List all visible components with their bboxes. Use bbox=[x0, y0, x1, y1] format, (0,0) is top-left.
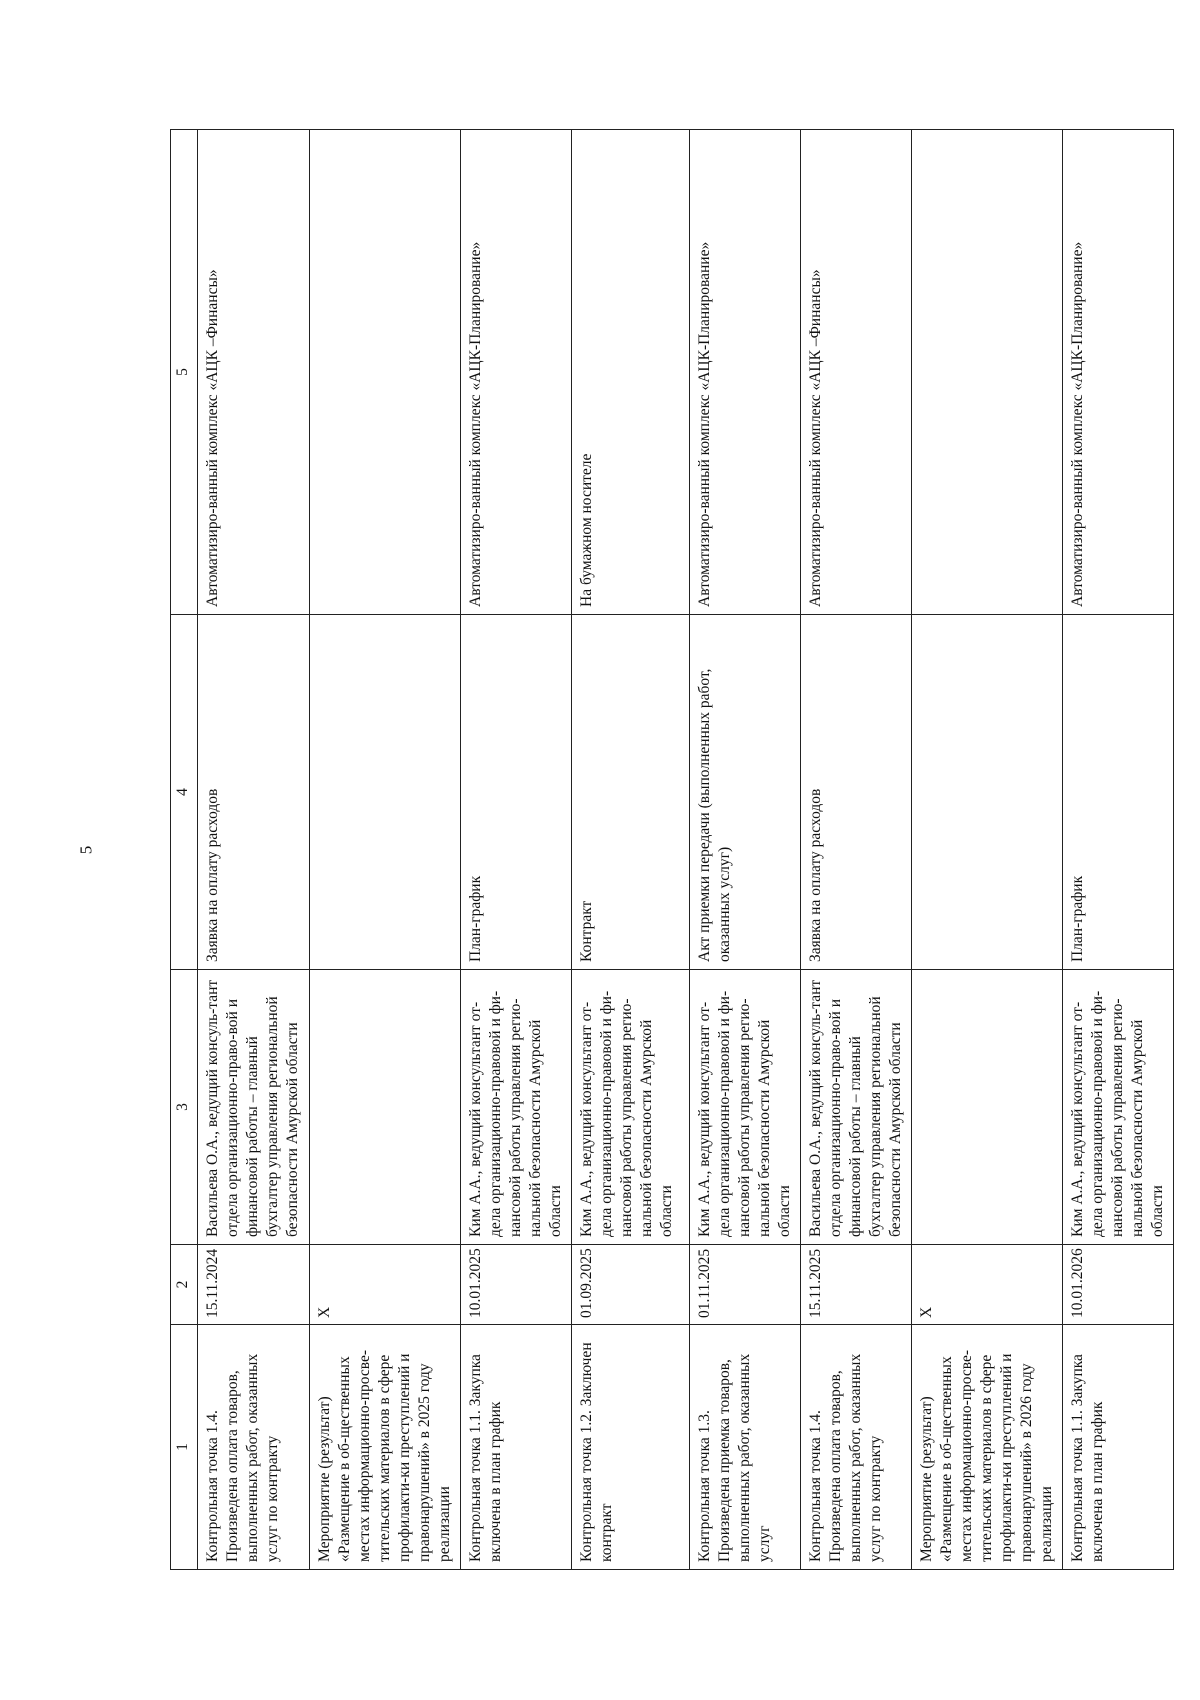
cell-date: 10.01.2025 bbox=[461, 1245, 572, 1325]
header-cell-2: 2 bbox=[171, 1245, 198, 1325]
cell-responsible bbox=[912, 970, 1063, 1245]
table-row bbox=[801, 130, 912, 1570]
cell-date: 01.11.2025 bbox=[690, 1245, 801, 1325]
cell-responsible: Васильева О.А., ведущий консуль-тант отдела организационно-право-вой и финансовой работы – главный бухгалтер управления региональной безопасности Амурской области bbox=[801, 970, 912, 1245]
header-cell-4: 4 bbox=[171, 615, 198, 970]
cell-responsible: Ким А.А., ведущий консультант от-дела организационно-правовой и фи-нансовой работы управления регио-нальной безопасности Амурской области bbox=[690, 970, 801, 1245]
cell-name: Контрольная точка 1.2. Заключен контракт bbox=[572, 1325, 690, 1570]
table-row bbox=[310, 130, 461, 1570]
page-number: 5 bbox=[76, 845, 96, 855]
cell-document: План-график bbox=[461, 615, 572, 970]
cell-responsible bbox=[310, 970, 461, 1245]
table-row bbox=[461, 130, 572, 1570]
cell-document: Заявка на оплату расходов bbox=[198, 615, 310, 970]
cell-responsible: Ким А.А., ведущий консультант от-дела организационно-правовой и фи-нансовой работы управления регио-нальной безопасности Амурской области bbox=[461, 970, 572, 1245]
header-cell-5: 5 bbox=[171, 130, 198, 615]
cell-document: План-график bbox=[1063, 615, 1174, 970]
cell-document: Контракт bbox=[572, 615, 690, 970]
cell-system: На бумажном носителе bbox=[572, 130, 690, 615]
cell-system: Автоматизиро-ванный комплекс «АЦК –Финансы» bbox=[801, 130, 912, 615]
cell-name: Контрольная точка 1.4. Произведена оплата товаров, выполненных работ, оказанных услуг по контракту bbox=[801, 1325, 912, 1570]
header-row bbox=[171, 130, 198, 1570]
rotated-table-container bbox=[170, 130, 1166, 1570]
cell-date: 15.11.2024 bbox=[198, 1245, 310, 1325]
cell-system bbox=[310, 130, 461, 615]
table-row bbox=[198, 130, 310, 1570]
cell-responsible: Васильева О.А., ведущий консуль-тант отдела организационно-право-вой и финансовой работы – главный бухгалтер управления региональной безопасности Амурской области bbox=[198, 970, 310, 1245]
cell-responsible: Ким А.А., ведущий консультант от-дела организационно-правовой и фи-нансовой работы управления регио-нальной безопасности Амурской области bbox=[1063, 970, 1174, 1245]
cell-date: X bbox=[310, 1245, 461, 1325]
cell-system bbox=[912, 130, 1063, 615]
table-row bbox=[1063, 130, 1174, 1570]
cell-system: Автоматизиро-ванный комплекс «АЦК-Планирование» bbox=[461, 130, 572, 615]
cell-system: Автоматизиро-ванный комплекс «АЦК-Планирование» bbox=[1063, 130, 1174, 615]
cell-name: Контрольная точка 1.3. Произведена приемка товаров, выполненных работ, оказанных услуг bbox=[690, 1325, 801, 1570]
table-row bbox=[572, 130, 690, 1570]
cell-responsible: Ким А.А., ведущий консультант от-дела организационно-правовой и фи-нансовой работы управления регио-нальной безопасности Амурской области bbox=[572, 970, 690, 1245]
header-cell-3: 3 bbox=[171, 970, 198, 1245]
cell-document: Заявка на оплату расходов bbox=[801, 615, 912, 970]
cell-name: Контрольная точка 1.1. Закупка включена в план график bbox=[1063, 1325, 1174, 1570]
cell-document: Акт приемки передачи (выполненных работ, оказанных услуг) bbox=[690, 615, 801, 970]
cell-date: 10.01.2026 bbox=[1063, 1245, 1174, 1325]
cell-name: Мероприятие (результат) «Размещение в об-щественных местах информационно-просве-тительских материалов в сфере профилакти-ки преступлений и правонарушений» в 2025 году реализации bbox=[310, 1325, 461, 1570]
cell-document bbox=[912, 615, 1063, 970]
table-row bbox=[912, 130, 1063, 1570]
cell-document bbox=[310, 615, 461, 970]
cell-date: 15.11.2025 bbox=[801, 1245, 912, 1325]
cell-date: X bbox=[912, 1245, 1063, 1325]
cell-system: Автоматизиро-ванный комплекс «АЦК-Планирование» bbox=[690, 130, 801, 615]
header-cell-1: 1 bbox=[171, 1325, 198, 1570]
table-row bbox=[690, 130, 801, 1570]
cell-name: Контрольная точка 1.1. Закупка включена в план график bbox=[461, 1325, 572, 1570]
cell-name: Мероприятие (результат) «Размещение в об-щественных местах информационно-просве-тительских материалов в сфере профилакти-ки преступлений и правонарушений» в 2026 году реализации bbox=[912, 1325, 1063, 1570]
cell-name: Контрольная точка 1.4. Произведена оплата товаров, выполненных работ, оказанных услуг по контракту bbox=[198, 1325, 310, 1570]
cell-system: Автоматизиро-ванный комплекс «АЦК –Финансы» bbox=[198, 130, 310, 615]
cell-date: 01.09.2025 bbox=[572, 1245, 690, 1325]
control-points-table bbox=[170, 129, 1174, 1570]
